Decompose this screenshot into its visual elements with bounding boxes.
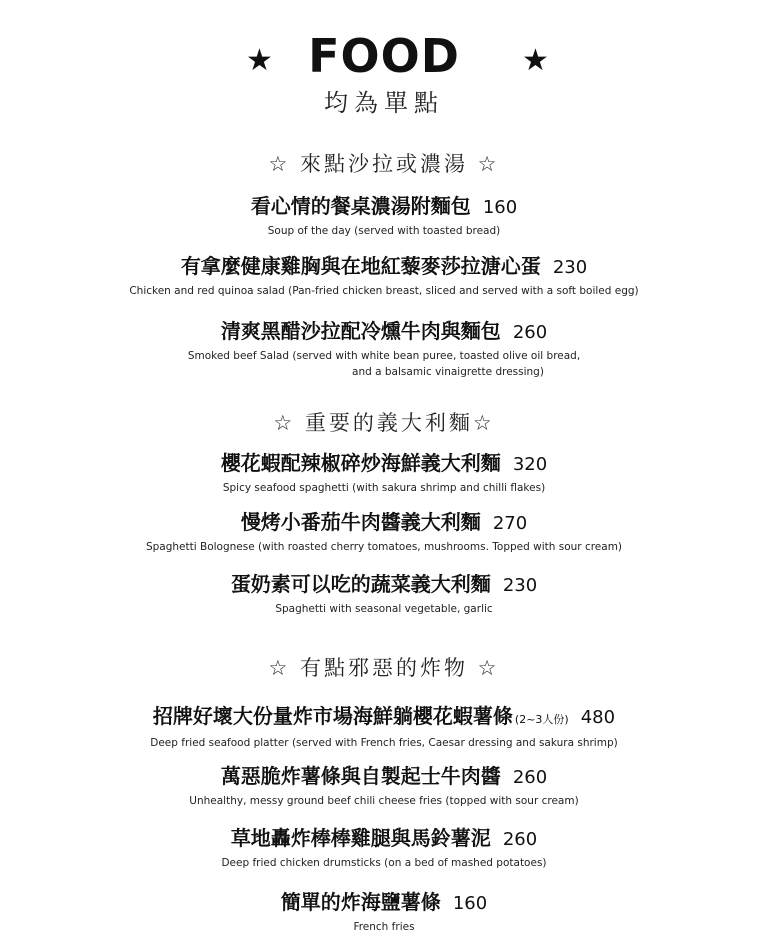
menu-item-name-line bbox=[0, 823, 768, 855]
menu-item-name: 看心情的餐桌濃湯附麵包 bbox=[250, 194, 471, 218]
menu-item-name: 有拿麼健康雞胸與在地紅藜麥莎拉溏心蛋 bbox=[180, 254, 541, 278]
menu-item bbox=[0, 448, 768, 496]
menu-item-name-line bbox=[0, 316, 768, 348]
menu-item-price: 160 bbox=[482, 197, 518, 218]
menu-item bbox=[0, 569, 768, 617]
menu-item-price: 160 bbox=[452, 893, 488, 914]
menu-item-price: 230 bbox=[552, 257, 588, 278]
menu-item-name: 櫻花蝦配辣椒碎炒海鮮義大利麵 bbox=[220, 451, 501, 475]
menu-header bbox=[0, 26, 768, 126]
menu-item-price: 260 bbox=[502, 829, 538, 850]
menu-item-name-line bbox=[0, 761, 768, 793]
menu-item-name: 草地轟炸棒棒雞腿與馬鈴薯泥 bbox=[230, 826, 491, 850]
page-subtitle: 均為單點 bbox=[324, 89, 444, 117]
menu-item-serving-note: (2~3人份) bbox=[514, 713, 569, 726]
star-icon: ★ bbox=[522, 43, 549, 78]
menu-item bbox=[0, 316, 768, 380]
menu-item-description: Deep fried seafood platter (served with French fries, Caesar dressing and sakura shrimp) bbox=[150, 737, 618, 749]
menu-item bbox=[0, 191, 768, 239]
menu-item bbox=[0, 887, 768, 935]
menu-item bbox=[0, 823, 768, 871]
menu-item-name: 萬惡脆炸薯條與自製起士牛肉醬 bbox=[220, 764, 501, 788]
menu-item-description: Spaghetti Bolognese (with roasted cherry tomatoes, mushrooms. Topped with sour cream) bbox=[145, 541, 623, 553]
menu-item-description: Deep fried chicken drumsticks (on a bed of mashed potatoes) bbox=[221, 857, 547, 869]
menu-item-description-continued: and a balsamic vinaigrette dressing) bbox=[352, 366, 544, 378]
menu-item-name-line bbox=[0, 191, 768, 223]
menu-item-name: 招牌好壞大份量炸市場海鮮躺櫻花蝦薯條 bbox=[152, 704, 513, 728]
menu-item-description: Soup of the day (served with toasted bread) bbox=[267, 225, 501, 237]
menu-item-name-line bbox=[0, 569, 768, 601]
menu-item-name-line bbox=[0, 251, 768, 283]
menu-item-name: 清爽黑醋沙拉配冷燻牛肉與麵包 bbox=[220, 319, 501, 343]
menu-item-price: 270 bbox=[492, 513, 528, 534]
menu-item bbox=[0, 251, 768, 299]
menu-item-description: Smoked beef Salad (served with white bean puree, toasted olive oil bread, bbox=[187, 350, 581, 362]
menu-item-price: 260 bbox=[512, 767, 548, 788]
menu-item-name-line bbox=[0, 448, 768, 480]
menu-item-description: French fries bbox=[353, 921, 415, 933]
page-title: FOOD bbox=[308, 29, 460, 83]
menu-item-name-line bbox=[0, 507, 768, 539]
menu-item-name: 蛋奶素可以吃的蔬菜義大利麵 bbox=[230, 572, 491, 596]
menu-item-name-line bbox=[0, 887, 768, 919]
menu-item-description: Unhealthy, messy ground beef chili cheese fries (topped with sour cream) bbox=[189, 795, 579, 807]
section-title-salad-soup: ☆ 來點沙拉或濃湯 ☆ bbox=[268, 152, 500, 176]
menu-item-description: Chicken and red quinoa salad (Pan-fried chicken breast, sliced and served with a soft boiled egg) bbox=[129, 285, 639, 297]
menu-item bbox=[0, 701, 768, 751]
menu-item-price: 320 bbox=[512, 454, 548, 475]
menu-item-name: 慢烤小番茄牛肉醬義大利麵 bbox=[240, 510, 481, 534]
menu-item-description: Spicy seafood spaghetti (with sakura shrimp and chilli flakes) bbox=[222, 482, 546, 494]
menu-item-description: Spaghetti with seasonal vegetable, garlic bbox=[275, 603, 493, 615]
menu-item-name-line bbox=[0, 701, 768, 735]
menu-item bbox=[0, 507, 768, 555]
menu-item-name: 簡單的炸海鹽薯條 bbox=[280, 890, 441, 914]
menu-item-price: 260 bbox=[512, 322, 548, 343]
menu-item bbox=[0, 761, 768, 809]
menu-item-price: 480 bbox=[580, 707, 616, 728]
menu-item-price: 230 bbox=[502, 575, 538, 596]
section-title-fried: ☆ 有點邪惡的炸物 ☆ bbox=[268, 656, 500, 680]
section-title-pasta: ☆ 重要的義大利麵☆ bbox=[273, 411, 495, 435]
star-icon: ★ bbox=[246, 43, 273, 78]
